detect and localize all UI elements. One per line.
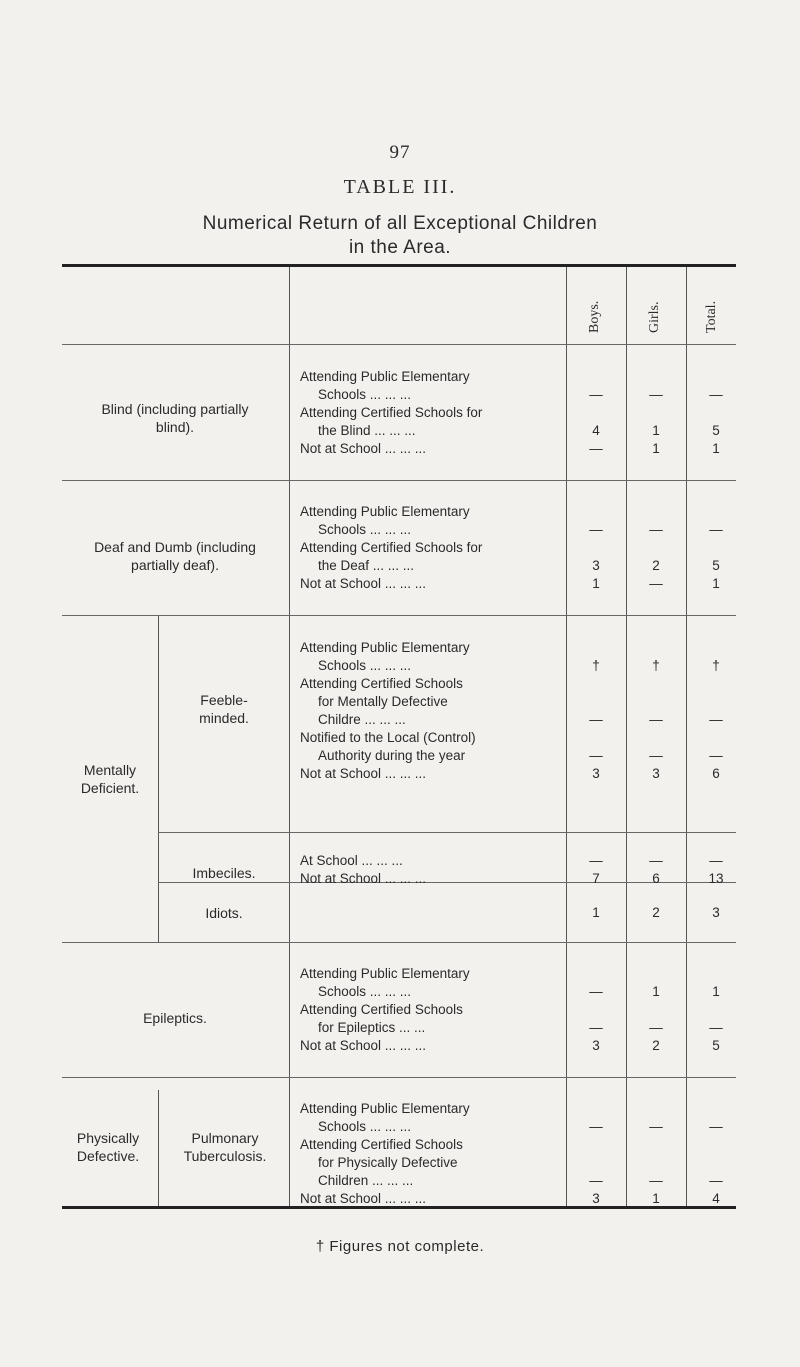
table-subtitle-line2: in the Area. — [348, 237, 452, 258]
cell-total: — — [709, 1173, 723, 1188]
cell-girls: — — [649, 387, 663, 402]
col-divider-girls — [626, 267, 627, 1206]
cell-boys: — — [589, 1173, 603, 1188]
cell-total: — — [709, 748, 723, 763]
cell-total: 1 — [712, 441, 720, 456]
subcat-divider-mental — [158, 616, 159, 942]
cell-boys: — — [589, 748, 603, 763]
cell-boys: — — [589, 1119, 603, 1134]
row-desc: Attending Public Elementary Schools ... ... ... Attending Certified Schools for the Blind ... ... ... Not at School ... ... ... — [300, 369, 483, 456]
cell-girls: 1 — [652, 441, 660, 456]
cell-girls: — — [649, 1020, 663, 1035]
cell-boys: † — [592, 658, 600, 673]
subcat-divider-physical — [158, 1090, 159, 1206]
category-epileptics: Epileptics. — [143, 1010, 207, 1026]
cell-girls: 6 — [652, 871, 660, 886]
subcategory-imbeciles: Imbeciles. — [192, 865, 256, 881]
cell-boys: 1 — [592, 905, 600, 920]
cell-boys: 7 — [592, 871, 600, 886]
cell-boys: 3 — [592, 766, 600, 781]
section-divider-2 — [62, 615, 736, 616]
col-divider-boys — [566, 267, 567, 1206]
subcategory-pulmonary-tuberculosis: Pulmonary Tuberculosis. — [183, 1130, 267, 1164]
cell-girls: 1 — [652, 984, 660, 999]
cell-boys: 1 — [592, 576, 600, 591]
row-desc: Attending Public Elementary Schools ... ... ... Attending Certified Schools for Epileptics ... ... Not at School ... ... ... — [300, 966, 470, 1053]
cell-total: — — [709, 853, 723, 868]
cell-boys: 3 — [592, 558, 600, 573]
cell-total: 4 — [712, 1191, 720, 1206]
cell-girls: 2 — [652, 1038, 660, 1053]
cell-girls: † — [652, 658, 660, 673]
cell-total: 3 — [712, 905, 720, 920]
section-divider-3 — [158, 832, 736, 833]
column-header-girls: Girls. — [647, 301, 662, 333]
subcategory-idiots: Idiots. — [205, 905, 243, 921]
cell-total: — — [709, 387, 723, 402]
cell-boys: — — [589, 853, 603, 868]
cell-total: 13 — [708, 871, 724, 886]
cell-girls: — — [649, 1119, 663, 1134]
cell-girls: 2 — [652, 558, 660, 573]
section-divider-5 — [62, 942, 736, 943]
cell-total: † — [712, 658, 720, 673]
cell-total: 6 — [712, 766, 720, 781]
cell-total: 1 — [712, 984, 720, 999]
cell-boys: 3 — [592, 1191, 600, 1206]
table-subtitle-line1: Numerical Return of all Exceptional Children — [202, 213, 598, 234]
category-blind: Blind (including partially blind). — [101, 401, 249, 435]
cell-boys: — — [589, 984, 603, 999]
cell-girls: — — [649, 1173, 663, 1188]
cell-boys: — — [589, 441, 603, 456]
cell-girls: 3 — [652, 766, 660, 781]
cell-girls: — — [649, 748, 663, 763]
cell-girls: 2 — [652, 905, 660, 920]
cell-boys: — — [589, 1020, 603, 1035]
cell-girls: — — [649, 522, 663, 537]
page-number: 97 — [389, 142, 411, 163]
section-divider-1 — [62, 480, 736, 481]
cell-total: 5 — [712, 558, 720, 573]
cell-girls: 1 — [652, 423, 660, 438]
column-header-boys: Boys. — [587, 300, 602, 333]
cell-boys: 4 — [592, 423, 600, 438]
cell-total: — — [709, 712, 723, 727]
section-divider-6 — [62, 1077, 736, 1078]
cell-girls: — — [649, 853, 663, 868]
category-mentally-deficient: Mentally Deficient. — [80, 762, 140, 796]
cell-boys: 3 — [592, 1038, 600, 1053]
row-desc: At School ... ... ... Not at School ... ... ... — [300, 853, 427, 886]
cell-girls: — — [649, 712, 663, 727]
cell-total: — — [709, 1020, 723, 1035]
cell-total: 5 — [712, 1038, 720, 1053]
cell-girls: — — [649, 576, 663, 591]
category-deaf: Deaf and Dumb (including partially deaf). — [94, 539, 256, 573]
cell-boys: — — [589, 387, 603, 402]
col-divider-desc — [289, 267, 290, 1206]
footnote: † Figures not complete. — [315, 1238, 485, 1255]
table-title: TABLE III. — [343, 176, 457, 198]
col-divider-total — [686, 267, 687, 1206]
table-top-rule — [62, 264, 736, 267]
row-desc: Attending Public Elementary Schools ... ... ... Attending Certified Schools for Mentally Defective Childre ... ... ... Notified to the Local (Control) Authority during the year Not at School ... ... ... — [300, 640, 476, 781]
row-desc: Attending Public Elementary Schools ... ... ... Attending Certified Schools for Physically Defective Children ... ... ... Not at School ... ... ... — [300, 1101, 470, 1206]
category-physically-defective: Physically Defective. — [76, 1130, 140, 1164]
cell-total: 5 — [712, 423, 720, 438]
row-desc: Attending Public Elementary Schools ... ... ... Attending Certified Schools for the Deaf ... ... ... Not at School ... ... ... — [300, 504, 483, 591]
column-header-total: Total. — [704, 300, 719, 333]
header-divider — [62, 344, 736, 345]
subcategory-feeble-minded: Feeble- minded. — [199, 692, 249, 726]
cell-total: 1 — [712, 576, 720, 591]
cell-girls: 1 — [652, 1191, 660, 1206]
cell-total: — — [709, 1119, 723, 1134]
cell-boys: — — [589, 712, 603, 727]
cell-total: — — [709, 522, 723, 537]
cell-boys: — — [589, 522, 603, 537]
